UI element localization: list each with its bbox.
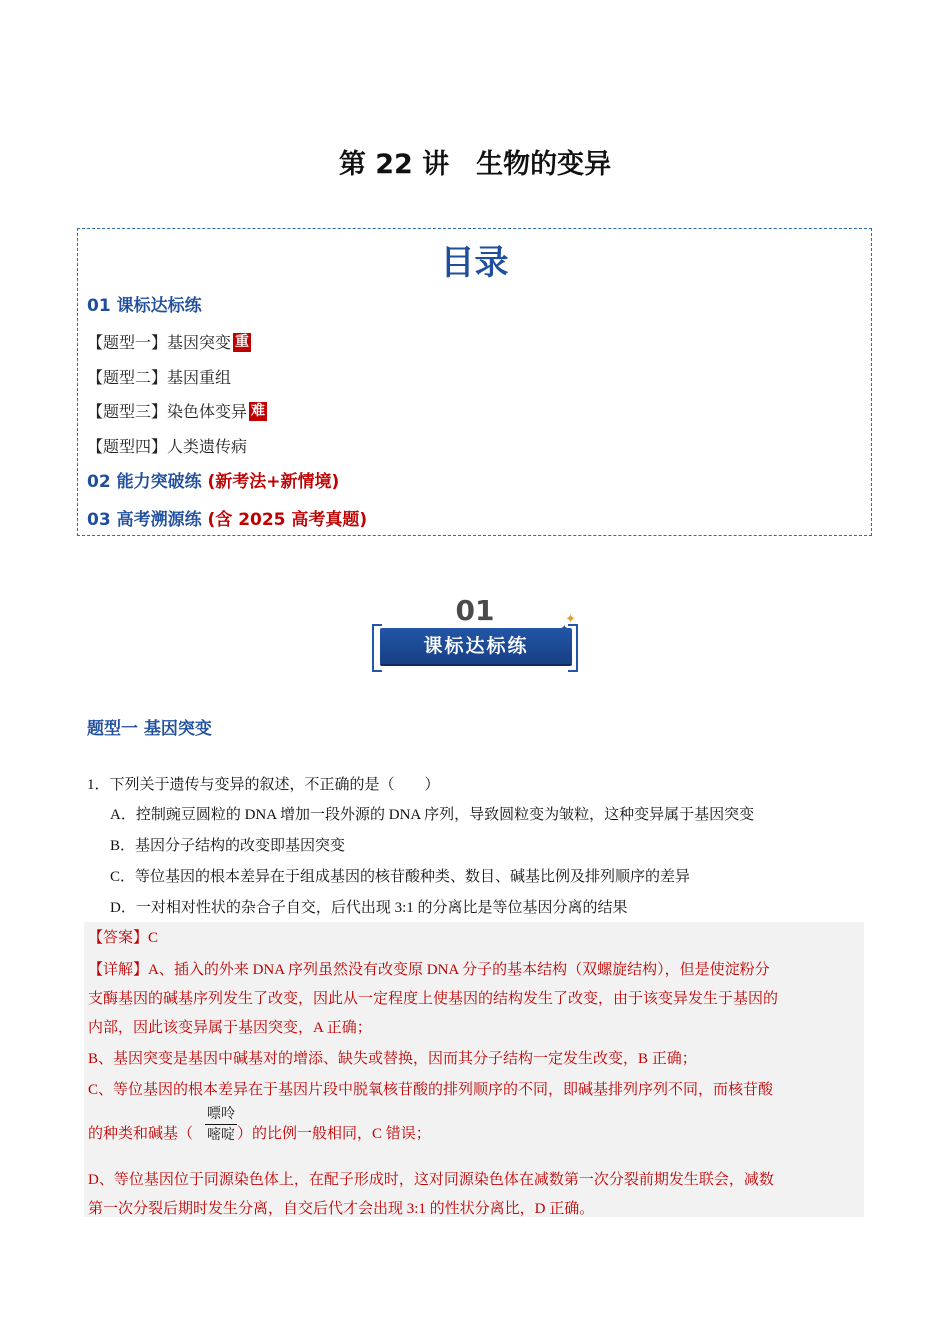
badge-label: 课标达标练 — [423, 635, 529, 657]
important-tag: 重 — [235, 334, 250, 350]
explanation-line: 第一次分裂后期时发生分离，自交后代才会出现 3:1 的性状分离比，D 正确。 — [88, 1201, 595, 1217]
toc-section-2[interactable] — [87, 467, 339, 492]
fraction-denominator: 嘧啶 — [207, 1127, 235, 1143]
option-d: D．一对相对性状的杂合子自交，后代出现 3:1 的分离比是等位基因分离的结果 — [110, 900, 628, 916]
sparkle-icon: ✦ — [565, 612, 576, 627]
toc-section-label: 03 高考溯源练 — [87, 510, 208, 530]
toc-section-3[interactable] — [87, 505, 367, 530]
table-of-contents — [77, 228, 872, 536]
toc-item-2[interactable] — [87, 365, 231, 388]
toc-item-label: 【题型三】染色体变异 — [87, 402, 248, 421]
explanation-line: C、等位基因的根本差异在于基因片段中脱氧核苷酸的排列顺序的不同，即碱基排列序列不同，而核苷酸 — [88, 1082, 774, 1098]
page-title: 第 22 讲 生物的变异 — [338, 149, 612, 180]
explanation-line-fraction — [88, 1122, 431, 1143]
answer-explanation — [84, 922, 864, 1217]
explanation-line: 【详解】A、插入的外来 DNA 序列虽然没有改变原 DNA 分子的基本结构（双螺旋结构），但是使淀粉分 — [88, 962, 770, 978]
fraction-numerator: 嘌呤 — [205, 1104, 237, 1125]
toc-item-3[interactable] — [87, 399, 267, 422]
purine-pyrimidine-fraction — [205, 1104, 237, 1145]
toc-section-label: 02 能力突破练 — [87, 472, 208, 492]
option-a: A．控制豌豆圆粒的 DNA 增加一段外源的 DNA 序列，导致圆粒变为皱粒，这种变异属于基因突变 — [110, 807, 755, 823]
difficult-tag: 难 — [251, 403, 266, 419]
section-heading: 题型一 基因突变 — [87, 719, 212, 739]
badge-number: 01 — [455, 594, 495, 627]
toc-item-1[interactable] — [87, 330, 251, 353]
fraction-after: ）的比例一般相同，C 错误； — [237, 1126, 431, 1142]
question-stem: 1．下列关于遗传与变异的叙述，不正确的是（ ） — [87, 777, 440, 793]
fraction-before: 的种类和碱基（ — [88, 1126, 194, 1142]
option-c: C．等位基因的根本差异在于组成基因的核苷酸种类、数目、碱基比例及排列顺序的差异 — [110, 869, 691, 885]
answer-line: 【答案】C — [88, 930, 159, 946]
explanation-line: B、基因突变是基因中碱基对的增添、缺失或替换，因而其分子结构一定发生改变，B 正确； — [88, 1051, 697, 1067]
toc-item-label: 【题型四】人类遗传病 — [87, 437, 248, 456]
toc-section-note: (新考法+新情境) — [207, 472, 340, 492]
toc-heading: 目录 — [440, 243, 509, 283]
toc-item-label: 【题型二】基因重组 — [87, 368, 232, 387]
explanation-line: 内部，因此该变异属于基因突变，A 正确； — [88, 1020, 372, 1036]
explanation-line: D、等位基因位于同源染色体上，在配子形成时，这对同源染色体在减数第一次分裂前期发生联会，减数 — [88, 1172, 774, 1188]
badge-box — [380, 628, 572, 664]
toc-section-note: (含 2025 高考真题) — [207, 510, 368, 530]
toc-item-4[interactable] — [87, 434, 247, 457]
section-badge — [368, 594, 582, 676]
option-b: B．基因分子结构的改变即基因突变 — [110, 838, 346, 854]
toc-item-label: 【题型一】基因突变 — [87, 333, 232, 352]
explanation-line: 支酶基因的碱基序列发生了改变，因此从一定程度上使基因的结构发生了改变，由于该变异发生于基因的 — [88, 991, 779, 1007]
toc-section-1[interactable]: 01 课标达标练 — [87, 296, 202, 316]
